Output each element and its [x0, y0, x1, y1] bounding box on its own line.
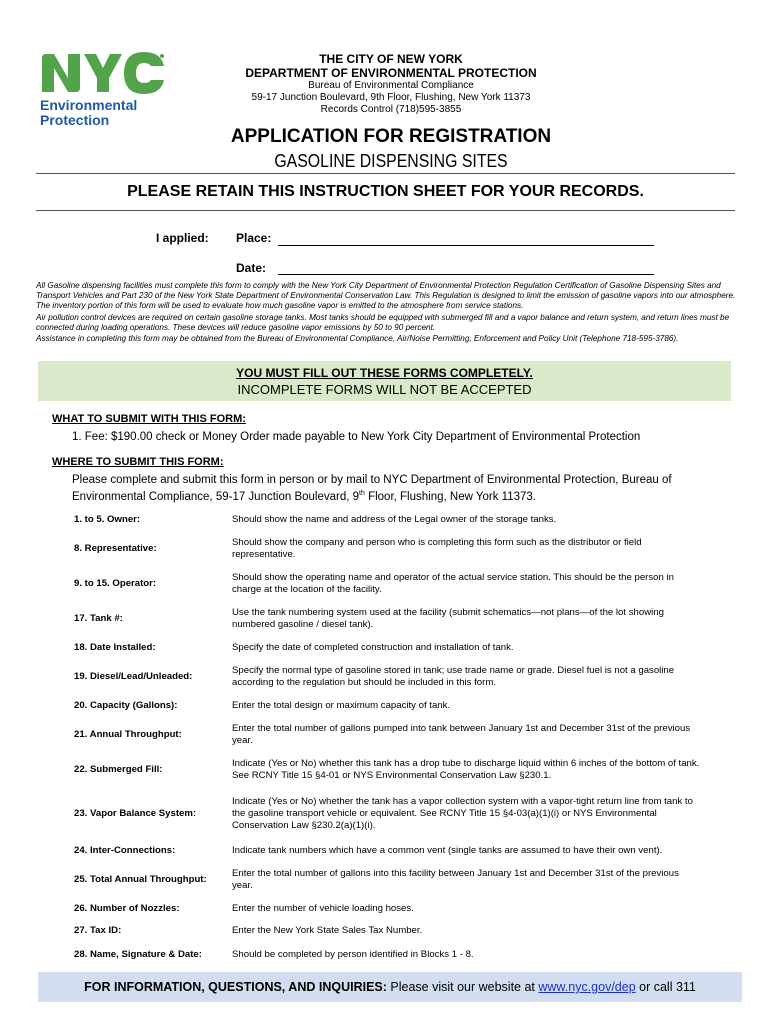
field-key: 27. Tax ID:: [74, 925, 122, 936]
notice-line-1: YOU MUST FILL OUT THESE FORMS COMPLETELY.: [236, 366, 533, 380]
field-key: 26. Number of Nozzles:: [74, 903, 180, 914]
field-key: 25. Total Annual Throughput:: [74, 874, 207, 885]
date-field[interactable]: [278, 274, 654, 275]
nyc-logo-mark: [40, 52, 166, 96]
field-desc: Specify the normal type of gasoline stored in tank; use trade name or grade. Diesel fuel is not a gasoline according to the regulation but should be included in this form.: [232, 665, 675, 688]
field-key: 28. Name, Signature & Date:: [74, 949, 202, 960]
applied-label: I applied:: [156, 231, 209, 245]
field-key: 8. Representative:: [74, 543, 157, 554]
logo-line-2: Protection: [40, 112, 110, 128]
where-text-sup: th: [359, 490, 365, 497]
department-name: DEPARTMENT OF ENVIRONMENTAL PROTECTION: [245, 66, 537, 80]
retain-heading: PLEASE RETAIN THIS INSTRUCTION SHEET FOR YOUR RECORDS.: [127, 183, 644, 200]
field-desc: Indicate tank numbers which have a common vent (single tanks are assumed to have their own vent).: [232, 845, 663, 856]
field-desc: Enter the total number of gallons into this facility between January 1st and December 31st of the previous year.: [232, 868, 679, 891]
field-key: 24. Inter-Connections:: [74, 845, 176, 856]
city-name: THE CITY OF NEW YORK: [319, 52, 463, 66]
footer-text: Please visit our website at: [386, 980, 539, 994]
where-to-submit-heading: WHERE TO SUBMIT THIS FORM:: [52, 456, 224, 468]
field-desc: Specify the date of completed construction and installation of tank.: [232, 642, 514, 653]
notice-line-2: INCOMPLETE FORMS WILL NOT BE ACCEPTED: [237, 382, 532, 397]
completion-notice: [38, 361, 731, 401]
field-key: 18. Date Installed:: [74, 642, 156, 653]
intro-paragraph: All Gasoline dispensing facilities must complete this form to comply with the New York City Department of Environmental Protection Regulation Certification of Gasoline Dispensing Sites and Transport Vehicles and Part 230 of the New York State Department of Environmental Conservation Law. This Regulation is designed to limit the emission of gasoline vapors into our atmosphere. The inventory portion of this form will be used to evaluate how much gasoline vapor is emitted to the atmosphere from service stations.: [36, 281, 736, 311]
field-desc: Enter the New York State Sales Tax Number.: [232, 925, 423, 936]
place-label: Place:: [236, 231, 272, 245]
intro-text: [36, 281, 736, 345]
field-key: 19. Diesel/Lead/Unleaded:: [74, 671, 193, 682]
field-desc: Indicate (Yes or No) whether the tank has a vapor collection system with a vapor-tight return line from tank to the gasoline transport vehicle or equivalent. See RCNY Title 15 §4-03(a)(1)(i) or NYS Environmental Conservation Law §230.2(a)(1)(i).: [232, 796, 693, 831]
field-desc: Should be completed by person identified in Blocks 1 - 8.: [232, 949, 474, 960]
document-subtitle: GASOLINE DISPENSING SITES: [274, 151, 508, 171]
field-desc: Should show the name and address of the Legal owner of the storage tanks.: [232, 514, 557, 525]
field-desc: Indicate (Yes or No) whether this tank has a drop tube to discharge liquid within 6 inches of the bottom of tank. See RCNY Title 15 §4-01 or NYS Environmental Conservation Law §230.1.: [232, 758, 700, 781]
document-title: APPLICATION FOR REGISTRATION: [230, 126, 552, 147]
bureau-name: Bureau of Environmental Compliance: [308, 80, 474, 91]
where-to-submit-text: [72, 473, 712, 504]
field-key: 21. Annual Throughput:: [74, 729, 182, 740]
field-key: 9. to 15. Operator:: [74, 578, 157, 589]
document-header: [200, 52, 582, 172]
intro-paragraph: Air pollution control devices are required on certain gasoline storage tanks. Most tanks should be equipped with submerged fill and a vapor balance and return system, and return lines must be connected during loading operations. These devices will reduce gasoline vapor emissions by 50 to 90 percent.: [36, 312, 730, 332]
where-text-b: Floor, Flushing, New York 11373.: [364, 490, 536, 503]
footer-heading: FOR INFORMATION, QUESTIONS, AND INQUIRIES:: [84, 980, 387, 994]
divider-bottom: [36, 210, 735, 211]
where-text-a: Please complete and submit this form in person or by mail to NYC Department of Environmental Protection, Bureau of Environmental Compliance, 59-17 Junction Boulevard, 9: [72, 474, 672, 503]
field-key: 17. Tank #:: [74, 613, 123, 624]
field-desc: Use the tank numbering system used at the facility (submit schematics—not plans—of the lot showing numbered gasoline / diesel tank).: [232, 607, 664, 630]
field-key: 1. to 5. Owner:: [74, 514, 141, 525]
field-desc: Should show the operating name and operator of the actual service station. This should be the person in charge at the location of the facility.: [232, 572, 674, 595]
field-key: 20. Capacity (Gallons):: [74, 700, 178, 711]
records-control: Records Control (718)595-3855: [320, 104, 462, 115]
field-key: 23. Vapor Balance System:: [74, 808, 197, 819]
field-desc: Enter the total number of gallons pumped into tank between January 1st and December 31st of the previous year.: [232, 723, 691, 746]
place-field[interactable]: [278, 245, 654, 246]
field-desc: Should show the company and person who is completing this form such as the distributor or field representative.: [232, 537, 642, 560]
date-label: Date:: [236, 261, 267, 275]
info-footer: [38, 972, 742, 1002]
logo-line-1: Environmental: [40, 97, 138, 113]
bureau-address: 59-17 Junction Boulevard, 9th Floor, Flushing, New York 11373: [251, 92, 531, 103]
what-to-submit-heading: WHAT TO SUBMIT WITH THIS FORM:: [52, 413, 246, 425]
intro-paragraph: Assistance in completing this form may be obtained from the Bureau of Environmental Compliance, Air/Noise Permitting, Enforcement and Policy Unit (Telephone 718-595-3786).: [36, 334, 679, 344]
field-key: 22. Submerged Fill:: [74, 764, 163, 775]
logo-wordmark: [40, 98, 137, 128]
divider-top: [36, 173, 735, 174]
footer-tail: or call 311: [635, 980, 696, 994]
fee-item: 1. Fee: $190.00 check or Money Order made payable to New York City Department of Environmental Protection: [72, 431, 641, 443]
field-desc: Enter the number of vehicle loading hoses.: [232, 903, 414, 914]
website-link[interactable]: www.nyc.gov/dep: [538, 980, 636, 994]
nyc-dep-logo: [40, 52, 168, 132]
field-desc: Enter the total design or maximum capacity of tank.: [232, 700, 451, 711]
